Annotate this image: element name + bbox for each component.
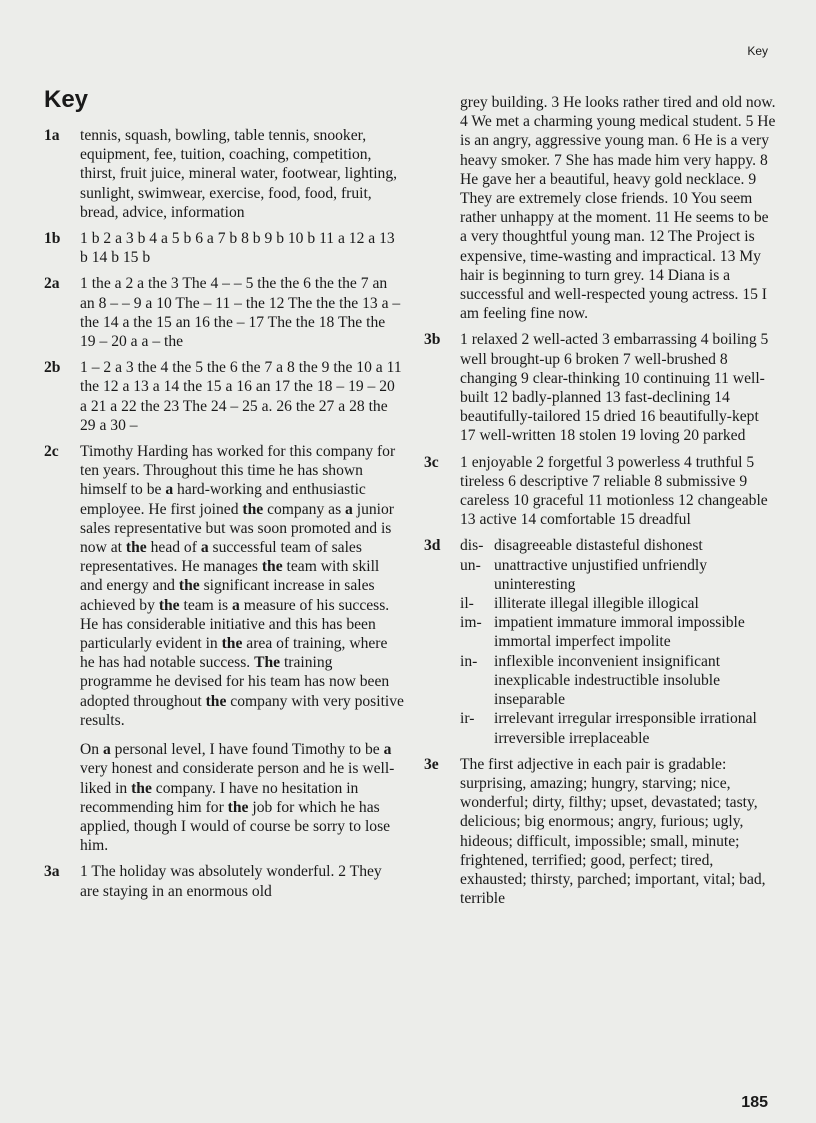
- bold-article: a: [200, 539, 209, 557]
- exercise-label: 1b: [44, 230, 61, 248]
- answer-text: The first adjective in each pair is gradable: surprising, amazing; hungry, starving; nice, wonderful; dirty, filthy; upset, devastated; tasty, delicious; big enormous; angry, furious; ugly, hideous; difficult, impossible; small, minute; frightened, terrified; good, perfect; tired, exhausted; thirsty, parched; important, vital; bad, terrible: [460, 755, 766, 908]
- prefix: in-: [460, 652, 478, 670]
- exercise-label: 1a: [44, 127, 60, 144]
- prefix-row: [460, 536, 776, 555]
- letter-paragraph-2: On a personal level, I have found Timothy to be a very honest and considerate person and he is well-liked in the company. I have no hesitation in recommending him for the job for which he has applied, though I would of course be sorry to lose him.: [80, 741, 395, 855]
- exercise-label: 2c: [44, 443, 59, 461]
- page-number: 185: [741, 1094, 768, 1111]
- prefix: un-: [460, 556, 481, 574]
- bold-article: a: [232, 596, 240, 614]
- prefix-row: [460, 556, 776, 594]
- answer-text: 1 – 2 a 3 the 4 the 5 the 6 the 7 a 8 the 9 the 10 a 11 the 12 a 13 a 14 the 15 a 16 an 17 the 18 – 19 – 20 a 21 a 22 the 23 The 24 – 25 a. 26 the 27 a 28 the 29 a 30 –: [80, 359, 402, 434]
- prefix-words: unattractive unjustified unfriendly uninteresting: [494, 556, 708, 593]
- bold-article: The: [254, 654, 281, 672]
- exercise-label: 3a: [44, 863, 60, 881]
- prefix-row: [460, 709, 776, 747]
- bold-article: the: [125, 539, 147, 557]
- answer-entry: [44, 126, 404, 222]
- bold-article: the: [261, 558, 283, 576]
- prefix: dis-: [460, 537, 484, 555]
- bold-article: a: [383, 741, 392, 759]
- exercise-label: 3d: [424, 537, 441, 555]
- prefix-words: impatient immature immoral impossible immortal imperfect impolite: [494, 614, 745, 651]
- answer-continuation: [424, 93, 776, 323]
- exercise-label: 3b: [424, 331, 441, 349]
- bold-article: the: [205, 692, 227, 710]
- exercise-label: 3e: [424, 755, 439, 773]
- bold-article: a: [102, 741, 111, 759]
- prefix-row: [460, 594, 776, 613]
- answer-entry: [424, 453, 776, 530]
- bold-article: the: [178, 577, 200, 595]
- answer-entry: [424, 330, 776, 445]
- bold-article: the: [221, 635, 243, 653]
- answer-text: 1 b 2 a 3 b 4 a 5 b 6 a 7 b 8 b 9 b 10 b 11 a 12 a 13 b 14 b 15 b: [80, 230, 395, 267]
- bold-article: the: [242, 500, 264, 518]
- left-column: [44, 126, 404, 908]
- prefix-words: disagreeable distasteful dishonest: [494, 537, 703, 555]
- prefix-words: illiterate illegal illegible illogical: [494, 595, 699, 613]
- answer-entry: [44, 358, 404, 435]
- answer-text: 1 the a 2 a the 3 The 4 – – 5 the the 6 the the 7 an an 8 – – 9 a 10 The – 11 – the 12 The the the 13 a – the 14 a the 15 an 16 the – 17 The the 18 The the 19 – 20 a a – the: [80, 275, 401, 351]
- prefix-words: inflexible inconvenient insignificant inexplicable indestructible insoluble inseparable: [494, 652, 721, 709]
- page-title: Key: [44, 86, 89, 113]
- answer-text: grey building. 3 He looks rather tired and old now. 4 We met a charming young medical student. 5 He is an angry, aggressive young man. 6 He is a very heavy smoker. 7 She has made him very happy. 8 He gave her a beautiful, heavy gold necklace. 9 They are extremely close friends. 10 You seem rather unhappy at the moment. 11 He seems to be a very thoughtful young man. 12 The Project is expensive, time-wasting and impractical. 13 My hair is beginning to turn grey. 14 Diana is a successful and well-respected young actress. 15 I am feeling fine now.: [460, 94, 776, 323]
- answer-entry: [44, 862, 404, 900]
- answer-entry: [424, 755, 776, 909]
- letter-paragraph-1: Timothy Harding has worked for this company for ten years. Throughout this time he has shown himself to be a hard-working and enthusiastic employee. He first joined the company as a junior sales representative but was soon promoted and is now at the head of a successful team of sales representatives. He manages the team with skill and energy and the significant increase in sales achieved by the team is a measure of his success. He has considerable initiative and this has been particularly evident in the area of training, where he has had notable success. The training programme he devised for his team has now been adopted throughout the company with very positive results.: [80, 443, 404, 729]
- bold-article: the: [158, 596, 180, 614]
- bold-article: the: [227, 798, 249, 816]
- right-column: [424, 93, 776, 915]
- answer-text: 1 relaxed 2 well-acted 3 embarrassing 4 boiling 5 well brought-up 6 broken 7 well-brushed 8 changing 9 clear-thinking 10 continuing 11 well-built 12 badly-planned 13 fast-declining 14 beautifully-tailored 15 dried 16 beautifully-kept 17 well-written 18 stolen 19 loving 20 parked: [460, 331, 769, 445]
- prefix: im-: [460, 614, 482, 632]
- answer-text: 1 enjoyable 2 forgetful 3 powerless 4 truthful 5 tireless 6 descriptive 7 reliable 8 submissive 9 careless 10 graceful 11 motionless 12 changeable 13 active 14 comfortable 15 dreadful: [460, 453, 768, 529]
- running-header: Key: [747, 44, 768, 58]
- prefix: ir-: [460, 710, 475, 728]
- prefix-entry: [424, 536, 776, 747]
- letter-entry: [44, 442, 404, 855]
- prefix: il-: [460, 595, 474, 613]
- prefix-row: [460, 613, 776, 651]
- answer-text: 1 The holiday was absolutely wonderful. 2 They are staying in an enormous old: [80, 863, 382, 900]
- answer-entry: [44, 229, 404, 267]
- answer-entry: [44, 274, 404, 351]
- answer-text: tennis, squash, bowling, table tennis, snooker, equipment, fee, tuition, coaching, competition, thirst, fruit juice, mineral water, footwear, lighting, sunlight, swimwear, exercise, food, food, fruit, bread, advice, information: [80, 127, 398, 221]
- exercise-label: 3c: [424, 453, 439, 471]
- exercise-label: 2b: [44, 359, 61, 377]
- prefix-row: [460, 652, 776, 710]
- bold-article: a: [165, 481, 174, 499]
- bold-article: a: [345, 500, 353, 518]
- bold-article: the: [131, 779, 152, 797]
- exercise-label: 2a: [44, 275, 60, 293]
- prefix-words: irrelevant irregular irresponsible irrational irreversible irreplaceable: [494, 710, 757, 747]
